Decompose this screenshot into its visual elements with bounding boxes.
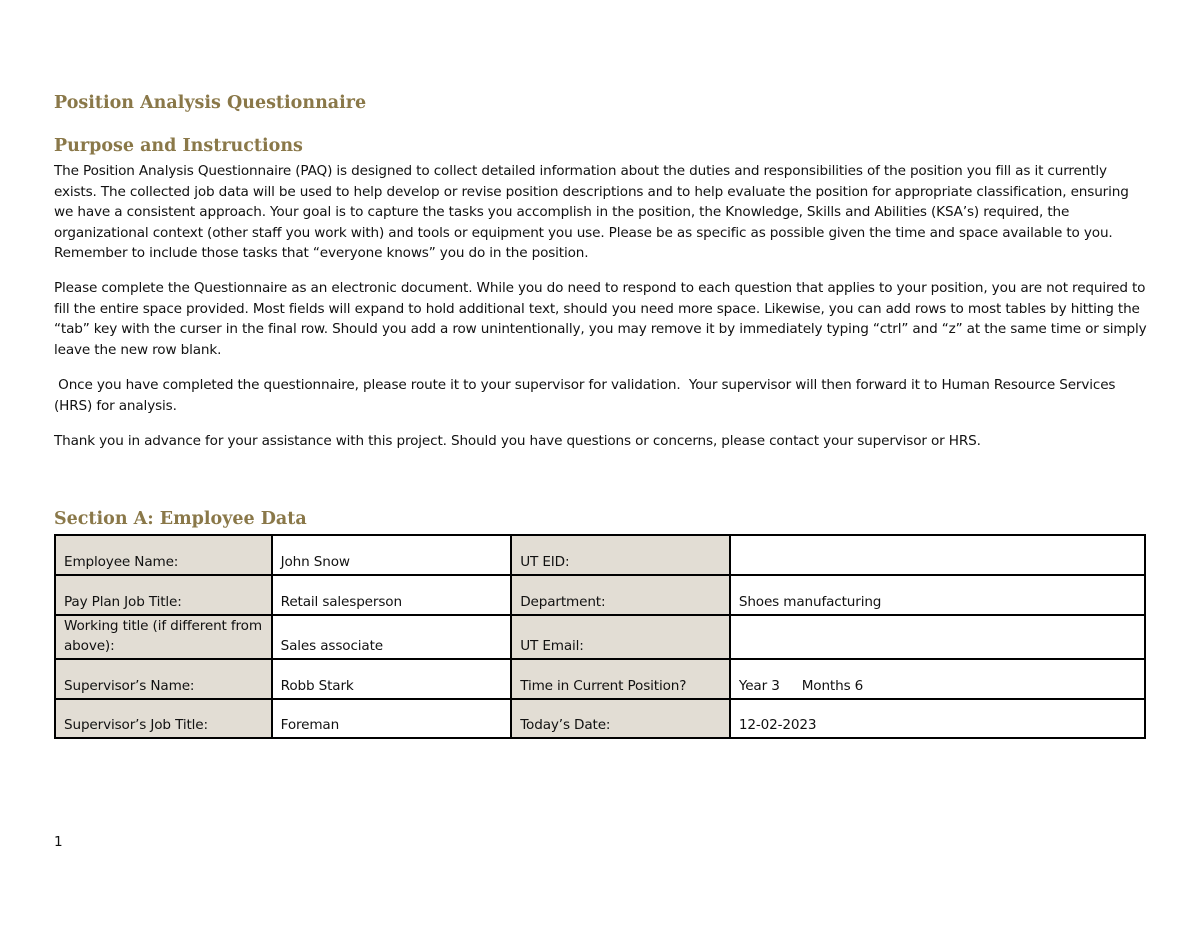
ut-email-field[interactable]	[730, 615, 1145, 659]
pay-plan-label: Pay Plan Job Title:	[55, 575, 272, 615]
time-in-position-label: Time in Current Position?	[511, 659, 730, 699]
purpose-paragraph-1: The Position Analysis Questionnaire (PAQ) is designed to collect detailed information about the duties and responsibilities of the position you fill as it currently exists. The collected job data will be used to help develop or revise position descriptions and to help evaluate the position for appropriate classification, ensuring we have a consistent approach. Your goal is to capture the tasks you accomplish in the position, the Knowledge, Skills and Abilities (KSA’s) required, the organizational context (other staff you work with) and tools or equipment you use. Please be as specific as possible given the time and space available to you. Remember to include those tasks that “everyone knows” you do in the position.	[54, 163, 1129, 262]
table-row	[55, 699, 1145, 738]
supervisor-title-label: Supervisor’s Job Title:	[55, 699, 272, 738]
supervisor-name-label: Supervisor’s Name:	[55, 659, 272, 699]
purpose-paragraph-2: Please complete the Questionnaire as an electronic document. While you do need to respond to each question that applies to your position, you are not required to fill the entire space provided. Most fields will expand to hold additional text, should you need more space. Likewise, you can add rows to most tables by hitting the “tab” key with the curser in the final row. Should you add a row unintentionally, you may remove it by immediately typing “ctrl” and “z” at the same time or simply leave the new row blank.	[54, 280, 1147, 358]
purpose-paragraph-4: Thank you in advance for your assistance with this project. Should you have questions or concerns, please contact your supervisor or HRS.	[54, 433, 981, 449]
pay-plan-field[interactable]: Retail salesperson	[272, 575, 512, 615]
supervisor-name-field[interactable]: Robb Stark	[272, 659, 512, 699]
employee-name-field[interactable]: John Snow	[272, 535, 512, 575]
todays-date-label: Today’s Date:	[511, 699, 730, 738]
working-title-field[interactable]: Sales associate	[272, 615, 512, 659]
purpose-heading: Purpose and Instructions	[54, 136, 303, 156]
table-row	[55, 535, 1145, 575]
page-number: 1	[54, 834, 63, 850]
department-label: Department:	[511, 575, 730, 615]
ut-eid-field[interactable]	[730, 535, 1145, 575]
working-title-label: Working title (if different from above):	[55, 615, 272, 659]
table-row	[55, 615, 1145, 659]
section-a-heading: Section A: Employee Data	[54, 509, 307, 529]
time-in-position-field[interactable]	[730, 659, 1145, 699]
table-row	[55, 575, 1145, 615]
employee-data-table	[54, 534, 1146, 739]
supervisor-title-field[interactable]: Foreman	[272, 699, 512, 738]
department-field[interactable]: Shoes manufacturing	[730, 575, 1145, 615]
time-years-value: Year 3	[738, 678, 780, 694]
table-row	[55, 659, 1145, 699]
ut-eid-label: UT EID:	[511, 535, 730, 575]
ut-email-label: UT Email:	[511, 615, 730, 659]
document-title: Position Analysis Questionnaire	[54, 93, 367, 113]
todays-date-field[interactable]: 12-02-2023	[730, 699, 1145, 738]
time-months-value: Months 6	[801, 678, 864, 694]
employee-name-label: Employee Name:	[55, 535, 272, 575]
purpose-paragraph-3: Once you have completed the questionnaire, please route it to your supervisor for validation. Your supervisor will then forward it to Human Resource Services (HRS) for analysis.	[54, 377, 1120, 414]
